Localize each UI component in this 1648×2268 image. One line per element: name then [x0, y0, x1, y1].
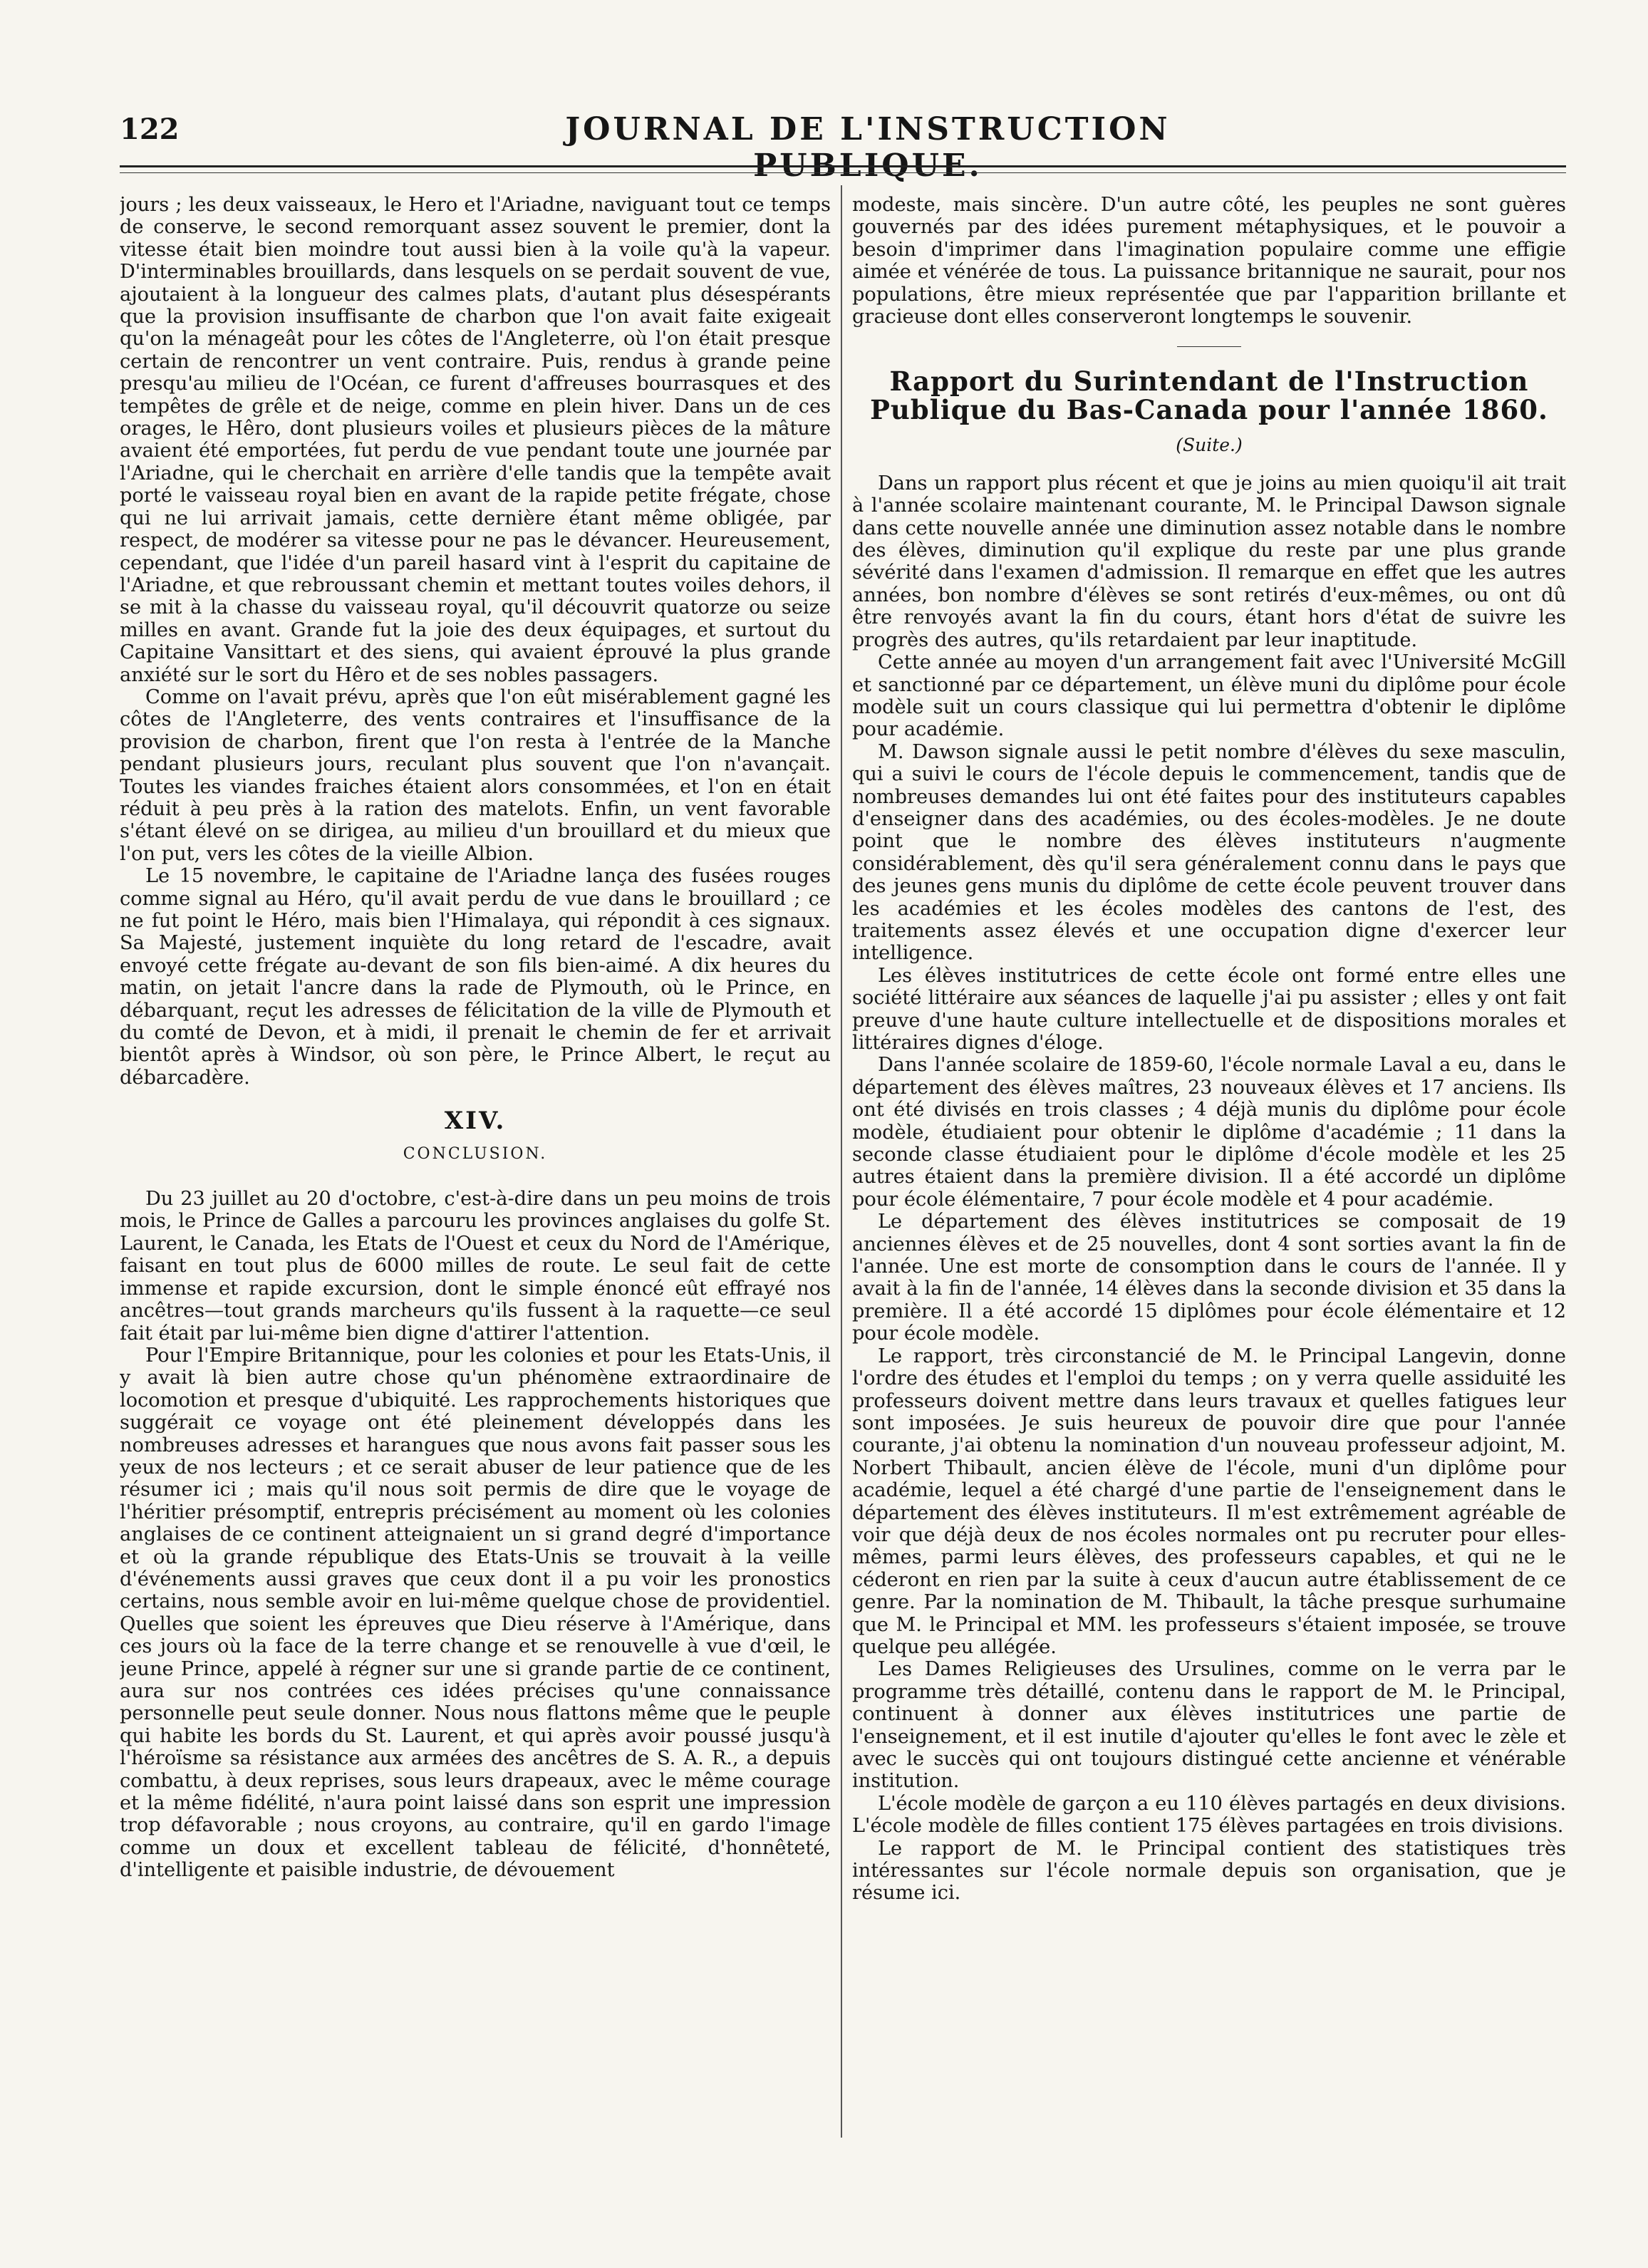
left-column [120, 194, 831, 2139]
right-column [852, 194, 1566, 2139]
paragraph: Le département des élèves institutrices se composait de 19 anciennes élèves et de 25 nouvelles, dont 4 sont sorties avant la fin de l'année. Une est morte de consomption dans le cours de l'année. Il y avait à la fin de l'année, 14 élèves dans la seconde division et 35 dans la première. Il a été accordé 15 diplômes pour école élémentaire et 12 pour école modèle. [852, 1211, 1566, 1345]
paragraph: Dans un rapport plus récent et que je joins au mien quoiqu'il ait trait à l'année scolaire maintenant courante, M. le Principal Dawson signale dans cette nouvelle année une diminution assez notable dans le nombre des élèves, diminution qu'il explique du reste par une plus grande sévérité dans l'examen d'admission. Il remarque en effet que les autres années, bon nombre d'élèves se sont retirés d'eux-mêmes, ou ont dû être renvoyés avant la fin du cours, étant hors d'état de suivre les progrès des autres, qu'ils retardaient par leur inaptitude. [852, 472, 1566, 651]
header-rule [120, 165, 1566, 167]
paragraph: Pour l'Empire Britannique, pour les colonies et pour les Etats-Unis, il y avait là bien autre chose qu'un phénomène extraordinaire de locomotion et presque d'ubiquité. Les rapprochements historiques que suggérait ce voyage ont été pleinement développés dans les nombreuses adresses et harangues que nous avons fait passer sous les yeux de nos lecteurs ; et ce serait abuser de leur patience que de les résumer ici ; mais qu'il nous soit permis de dire que le voyage de l'héritier présomptif, entrepris précisément au moment où les colonies anglaises de ce continent atteignaient un si grand degré d'importance et où la grande république des Etats-Unis se trouvait à la veille d'événements aussi graves que ceux dont il a pu voir les pronostics certains, nous semble avoir en lui-même quelque chose de providentiel. Quelles que soient les épreuves que Dieu réserve à l'Amérique, dans ces jours où la face de la terre change et se renouvelle à vue d'œil, le jeune Prince, appelé à régner sur une si grande partie de ce continent, aura sur nos contrées ces idées précises qu'une connaissance personnelle peut seule donner. Nous nous flattons même que le peuple qui habite les bords du St. Laurent, et qui après avoir poussé jusqu'à l'héroïsme sa résistance aux armées des ancêtres de S. A. R., a depuis combattu, à deux reprises, sous leurs drapeaux, avec le même courage et la même fidélité, n'aura point laissé dans son esprit une impression trop défavorable ; nous croyons, au contraire, qu'il en gardo l'image comme un doux et excellent tableau de félicité, d'honnêteté, d'intelligente et paisible industrie, de dévouement [120, 1344, 831, 1882]
section-heading: XIV. [444, 1107, 507, 1136]
page-header [120, 107, 1566, 184]
paragraph: M. Dawson signale aussi le petit nombre d'élèves du sexe masculin, qui a suivi le cours de l'école depuis le commencement, tandis que de nombreuses demandes lui ont été faites pour des instituteurs capables d'enseigner dans des académies, ou des écoles-modèles. Je ne doute point que le nombre des élèves instituteurs n'augmente considérablement, dès qu'il sera généralement connu dans le pays que des jeunes gens munis du diplôme de cette école peuvent trouver dans les académies et les écoles modèles des cantons de l'est, des traitements assez élevés et une occupation digne d'exercer leur intelligence. [852, 740, 1566, 965]
paragraph: modeste, mais sincère. D'un autre côté, les peuples ne sont guères gouvernés par des idées purement métaphysiques, et le pouvoir a besoin d'imprimer dans l'imagination populaire comme une effigie aimée et vénérée de tous. La puissance britannique ne saurait, pour nos populations, être mieux représentée que par l'apparition brillante et gracieuse dont elles conserveront longtemps le souvenir. [852, 194, 1566, 328]
section-subheading: CONCLUSION. [403, 1144, 548, 1163]
article-title: Rapport du Surintendant de l'Instruction Publique du Bas-Canada pour l'année 1860. [870, 366, 1548, 426]
column-divider [841, 185, 842, 2138]
paragraph: jours ; les deux vaisseaux, le Hero et l'Ariadne, naviguant tout ce temps de conserve, le second remorquant assez souvent le premier, dont la vitesse était bien moindre tout aussi bien à la voile qu'à la vapeur. D'interminables brouillards, dans lesquels on se perdait souvent de vue, ajoutaient à la longueur des calmes plats, d'autant plus désespérants que la provision insuffisante de charbon que l'on avait faite exigeait qu'on la ménageât pour les côtes de l'Angleterre, où l'on était presque certain de rencontrer un vent contraire. Puis, rendus à grande peine presqu'au milieu de l'Océan, ce furent d'affreuses bourrasques et des tempêtes de grêle et de neige, comme en plein hiver. Dans un de ces orages, le Hêro, dont plusieurs voiles et plusieurs pièces de la mâture avaient été emportées, fut perdu de vue pendant toute une journée par l'Ariadne, qui le cherchait en arrière d'elle tandis que la tempête avait porté le vaisseau royal bien en avant de la rapide petite frégate, chose qui ne lui arrivait jamais, cette dernière étant même obligée, par respect, de modérer sa vitesse pour ne pas le dévancer. Heureusement, cependant, que l'idée d'un pareil hasard vint à l'esprit du capitaine de l'Ariadne, et que rebroussant chemin et mettant toutes voiles dehors, il se mit à la chasse du vaisseau royal, qu'il découvrit quatorze ou seize milles en avant. Grande fut la joie des deux équipages, et surtout du Capitaine Vansittart et des siens, qui avaient éprouvé la plus grande anxiété sur le sort du Hêro et de ses nobles passagers. [120, 194, 831, 686]
paragraph: Les élèves institutrices de cette école ont formé entre elles une société littéraire aux séances de laquelle j'ai pu assister ; elles y ont fait preuve d'une haute culture intellectuelle et de dispositions morales et littéraires dignes d'éloge. [852, 964, 1566, 1054]
header-rule-thin [120, 172, 1566, 173]
page-number: 122 [120, 113, 180, 146]
paragraph: Dans l'année scolaire de 1859-60, l'école normale Laval a eu, dans le département des élèves maîtres, 23 nouveaux élèves et 17 anciens. Ils ont été divisés en trois classes ; 4 déjà munis du diplôme pour école modèle, étudiaient pour obtenir le diplôme d'académie ; 11 dans la seconde classe étudiaient pour le diplôme d'école modèle et les 25 autres étaient dans la première division. Il a été accordé un diplôme pour école élémentaire, 7 pour école modèle et 4 pour académie. [852, 1054, 1566, 1211]
paragraph: Le 15 novembre, le capitaine de l'Ariadne lança des fusées rouges comme signal au Héro, qu'il avait perdu de vue dans le brouillard ; ce ne fut point le Héro, mais bien l'Himalaya, qui répondit à ces signaux. Sa Majesté, justement inquiète du long retard de l'escadre, avait envoyé cette frégate au-devant de son fils bien-aimé. A dix heures du matin, on jetait l'ancre dans la rade de Plymouth, où le Prince, en débarquant, reçut les adresses de félicitation de la ville de Plymouth et du comté de Devon, et à midi, il prenait le chemin de fer et arrivait bientôt après à Windsor, où son père, le Prince Albert, le reçut au débarcadère. [120, 865, 831, 1089]
paragraph: Cette année au moyen d'un arrangement fait avec l'Université McGill et sanctionné par ce département, un élève muni du diplôme pour école modèle suit un cours classique qui lui permettra d'obtenir le diplôme pour académie. [852, 651, 1566, 741]
paragraph: Les Dames Religieuses des Ursulines, comme on le verra par le programme très détaillé, contenu dans le rapport de M. le Principal, continuent à donner aux élèves institutrices une partie de l'enseignement, et il est inutile d'ajouter qu'elles le font avec le zèle et avec le succès qui ont toujours distingué cette ancienne et vénérable institution. [852, 1658, 1566, 1793]
paragraph: L'école modèle de garçon a eu 110 élèves partagés en deux divisions. L'école modèle de filles contient 175 élèves partagées en trois divisions. [852, 1792, 1566, 1838]
article-subtitle: (Suite.) [1176, 435, 1243, 456]
section-separator [1177, 346, 1241, 347]
paragraph: Du 23 juillet au 20 d'octobre, c'est-à-dire dans un peu moins de trois mois, le Prince de Galles a parcouru les provinces anglaises du golfe St. Laurent, le Canada, les Etats de l'Ouest et ceux du Nord de l'Amérique, faisant en tout plus de 6000 milles de route. Le seul fait de cette immense et rapide excursion, dont le simple énoncé eût effrayé nos ancêtres—tout grands marcheurs qu'ils fussent à la raquette—ce seul fait était par lui-même bien digne d'attirer l'attention. [120, 1188, 831, 1345]
paragraph: Le rapport de M. le Principal contient des statistiques très intéressantes sur l'école normale depuis son organisation, que je résume ici. [852, 1837, 1566, 1905]
paragraph: Le rapport, très circonstancié de M. le Principal Langevin, donne l'ordre des études et l'emploi du temps ; on y verra quelle assiduité les professeurs doivent mettre dans leurs travaux et quelles fatigues leur sont imposées. Je suis heureux de pouvoir dire que pour l'année courante, j'ai obtenu la nomination d'un nouveau professeur adjoint, M. Norbert Thibault, ancien élève de l'école, muni d'un diplôme pour académie, lequel a été chargé d'une partie de l'enseignement dans le département des élèves instituteurs. Il m'est extrêmement agréable de voir que déjà deux de nos écoles normales ont pu recruter pour elles-mêmes, parmi leurs élèves, des professeurs capables, et qui ne le céderont en rien par la suite à ceux d'aucun autre établissement de ce genre. Par la nomination de M. Thibault, la tâche presque surhumaine que M. le Principal et MM. les professeurs s'étaient imposée, se trouve quelque peu allégée. [852, 1345, 1566, 1658]
journal-title: JOURNAL DE L'INSTRUCTION PUBLIQUE. [565, 111, 1171, 184]
paragraph: Comme on l'avait prévu, après que l'on eût misérablement gagné les côtes de l'Angleterre, des vents contraires et l'insuffisance de la provision de charbon, firent que l'on resta à l'entrée de la Manche pendant plusieurs jours, reculant plus souvent que l'on n'avançait. Toutes les viandes fraiches étaient alors consommées, et l'on en était réduit à peu près à la ration des matelots. Enfin, un vent favorable s'étant élevé on se dirigea, au milieu d'un brouillard et du mieux que l'on put, vers les côtes de la vieille Albion. [120, 685, 831, 865]
